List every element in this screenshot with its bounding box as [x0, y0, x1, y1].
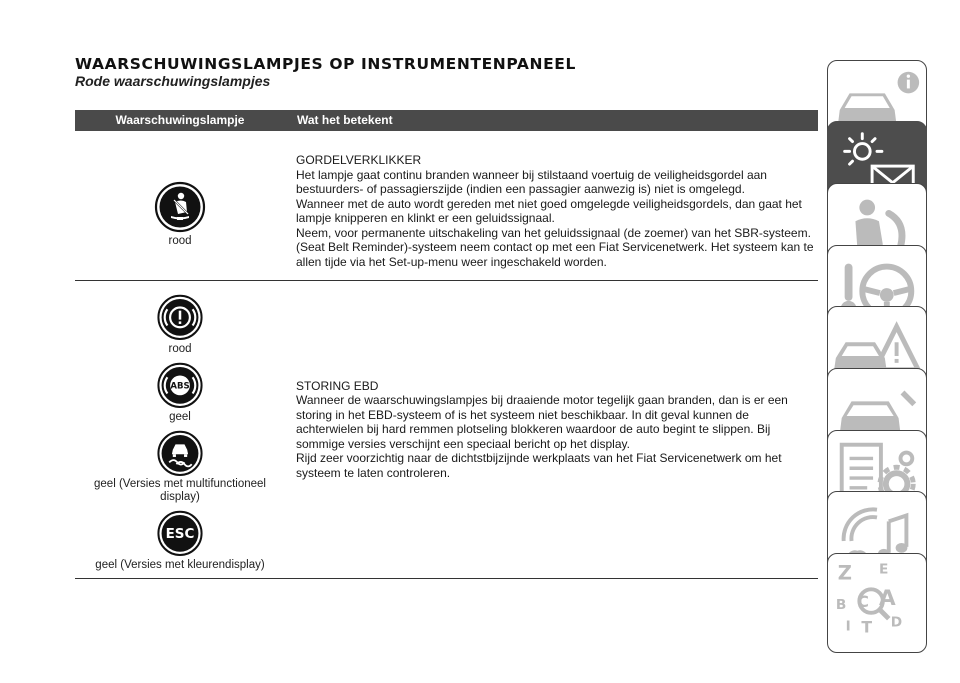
brake-warning-icon	[154, 294, 206, 341]
esc-icon	[154, 510, 206, 557]
abs-icon-label: ABS	[170, 381, 190, 392]
meaning-paragraph: Het lampje gaat continu branden wanneer bij stilstaand voertuig de veiligheidsgordel aan bestuurders- of passagierszijde (indien een passagier aanwezig is) niet is omgelegd.	[296, 167, 767, 196]
meaning-paragraph: Rijd zeer voorzichtig naar de dichtstbijzijnde werkplaats van het Fiat Servicenetwerk om het systeem te laten controleren.	[296, 451, 782, 480]
lamp-caption: geel (Versies met kleurendisplay)	[95, 559, 265, 571]
warning-lights-table	[75, 110, 818, 579]
table-header	[75, 110, 818, 131]
meaning-paragraph: Wanneer de waarschuwingslampjes bij draaiende motor tegelijk gaan branden, dan is er een storing in het EBD-systeem of is het systeem niet beschikbaar. In dit geval kunnen de achterwielen bij hard remmen plotseling blokkeren waardoor de auto begint te slippen. Bij sommige versies verschijnt een speciaal bericht op het display.	[296, 393, 788, 451]
seatbelt-icon	[154, 181, 206, 233]
index-letter: C	[857, 591, 869, 611]
page-title: WAARSCHUWINGSLAMPJES OP INSTRUMENTENPANEEL	[75, 55, 576, 73]
lamp-cell	[75, 131, 285, 280]
index-letter: E	[878, 561, 889, 578]
column-header-meaning: Wat het betekent	[297, 113, 393, 127]
meaning-paragraph: Neem, voor permanente uitschakeling van het geluidssignaal (de zoemer) van het SBR-systeem. (Seat Belt Reminder)-systeem neem contact op met een Fiat Servicenetwerk. Het systeem kan te allen tijde via het Set-up-menu weer ingeschakeld worden.	[296, 225, 814, 269]
index-letter: A	[878, 585, 896, 611]
alphabetical-index-icon	[828, 554, 926, 652]
meaning-cell	[285, 281, 818, 578]
section-subtitle: Rode waarschuwingslampjes	[75, 73, 271, 89]
lamp-caption: geel	[169, 410, 191, 423]
index-letter: Z	[837, 561, 853, 585]
meaning-heading: STORING EBD	[296, 378, 379, 393]
meaning-heading: GORDELVERKLIKKER	[296, 153, 422, 167]
table-row	[75, 131, 818, 281]
tab-alphabetical-index[interactable]	[827, 553, 927, 653]
table-row	[75, 281, 818, 579]
lamp-caption: geel (Versies met multifunctioneel display)	[94, 478, 266, 504]
stability-control-icon	[154, 430, 206, 477]
index-letter: B	[835, 596, 847, 613]
lamp-caption: rood	[168, 235, 192, 247]
abs-icon	[154, 362, 206, 409]
index-letter: D	[890, 614, 903, 631]
esc-icon-label: ESC	[165, 526, 195, 543]
meaning-cell	[285, 131, 818, 280]
index-letter: I	[845, 618, 851, 635]
meaning-paragraph: Wanneer met de auto wordt gereden met niet goed omgelegde veiligheidsgordels, dan gaat het lampje knipperen en klinkt er een geluidssignaal.	[296, 196, 802, 225]
index-letter: T	[861, 617, 873, 637]
lamp-caption: rood	[168, 342, 192, 355]
column-header-warning-light: Waarschuwingslampje	[115, 113, 245, 127]
lamp-cell	[75, 281, 285, 578]
